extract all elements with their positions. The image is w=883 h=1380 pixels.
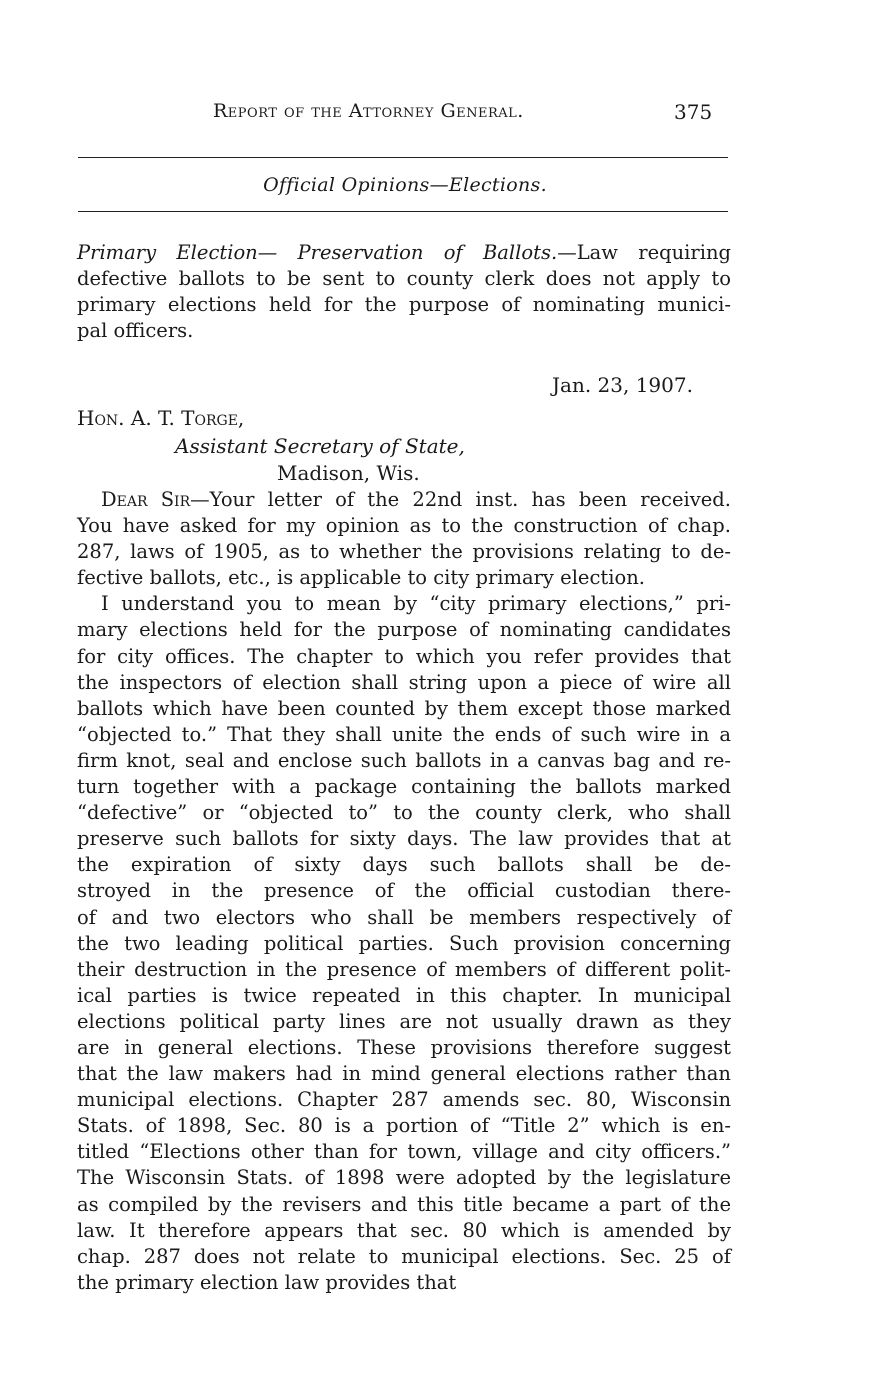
paragraph-line: I understand you to mean by “city primary elections,” pri- — [101, 592, 731, 616]
headnote-lead: Primary Election— Preservation of Ballots. — [77, 241, 558, 264]
bottom-rule — [78, 211, 728, 212]
paragraph-line: are in general elections. These provisions therefore suggest — [77, 1035, 731, 1059]
paragraph-line: fective ballots, etc., is applicable to city primary election. — [77, 566, 645, 590]
paragraph-line: ballots which have been counted by them except those marked — [77, 696, 731, 720]
paragraph-line: the two leading political parties. Such provision concerning — [77, 931, 731, 955]
letter-body — [77, 487, 731, 1296]
paragraph-line: stroyed in the presence of the official custodian there- — [77, 879, 731, 903]
paragraph-line: Stats. of 1898, Sec. 80 is a portion of “Title 2” which is en- — [77, 1114, 731, 1138]
headnote-line: defective ballots to be sent to county clerk does not apply to — [77, 267, 731, 291]
paragraph-line: turn together with a package containing the ballots marked — [77, 775, 731, 799]
headnote-line1-rest: —Law requiring — [557, 241, 731, 264]
running-head: Report of the Attorney General. — [213, 100, 524, 122]
paragraph-line: ical parties is twice repeated in this chapter. In municipal — [77, 983, 731, 1007]
paragraph-line: The Wisconsin Stats. of 1898 were adopted by the legislature — [77, 1166, 731, 1190]
headnote-line: pal officers. — [77, 319, 194, 343]
paragraph-line: for city offices. The chapter to which you refer provides that — [77, 644, 731, 668]
paragraph-line: preserve such ballots for sixty days. The law provides that at — [77, 827, 731, 851]
addressee-honorific: Hon. — [77, 406, 125, 430]
paragraph-line: their destruction in the presence of members of different polit- — [77, 957, 731, 981]
paragraph-line: firm knot, seal and enclose such ballots in a canvas bag and re- — [77, 748, 731, 772]
headnote-line — [77, 240, 731, 266]
headnote — [77, 240, 731, 344]
addressee-place: Madison, Wis. — [277, 461, 420, 485]
paragraph-line: municipal elections. Chapter 287 amends sec. 80, Wisconsin — [77, 1088, 731, 1112]
paragraph-line: law. It therefore appears that sec. 80 which is amended by — [77, 1218, 731, 1242]
addressee-person: A. T. Torge, — [130, 406, 245, 430]
top-rule — [78, 157, 728, 158]
letter-date: Jan. 23, 1907. — [552, 373, 693, 397]
paragraph-line: chap. 287 does not relate to municipal elections. Sec. 25 of — [77, 1244, 731, 1268]
paragraph-line: 287, laws of 1905, as to whether the provisions relating to de- — [77, 540, 731, 564]
paragraph-line: that the law makers had in mind general elections rather than — [77, 1062, 731, 1086]
paragraph1-first-rest: —Your letter of the 22nd inst. has been received. — [190, 488, 731, 511]
paragraph-line: mary elections held for the purpose of nominating candidates — [77, 618, 731, 642]
paragraph-line: “defective” or “objected to” to the county clerk, who shall — [77, 801, 731, 825]
page-number: 375 — [674, 100, 713, 124]
paragraph-line: elections political party lines are not usually drawn as they — [77, 1009, 731, 1033]
section-title: Official Opinions—Elections. — [263, 174, 547, 196]
paragraph-line: the primary election law provides that — [77, 1270, 457, 1294]
salutation: Dear Sir — [101, 488, 191, 511]
paragraph-line — [77, 487, 731, 513]
addressee-name — [77, 406, 244, 430]
paragraph-line: the expiration of sixty days such ballots shall be de- — [77, 853, 731, 877]
paragraph-line: You have asked for my opinion as to the construction of chap. — [77, 514, 731, 538]
paragraph-line: of and two electors who shall be members respectively of — [77, 905, 731, 929]
paragraph-line: titled “Elections other than for town, village and city officers.” — [77, 1140, 731, 1164]
addressee-title: Assistant Secretary of State, — [175, 434, 465, 458]
paragraph-line: the inspectors of election shall string upon a piece of wire all — [77, 670, 731, 694]
paragraph-line: “objected to.” That they shall unite the ends of such wire in a — [77, 722, 731, 746]
paragraph-line: as compiled by the revisers and this title became a part of the — [77, 1192, 731, 1216]
headnote-line: primary elections held for the purpose of nominating munici- — [77, 293, 731, 317]
